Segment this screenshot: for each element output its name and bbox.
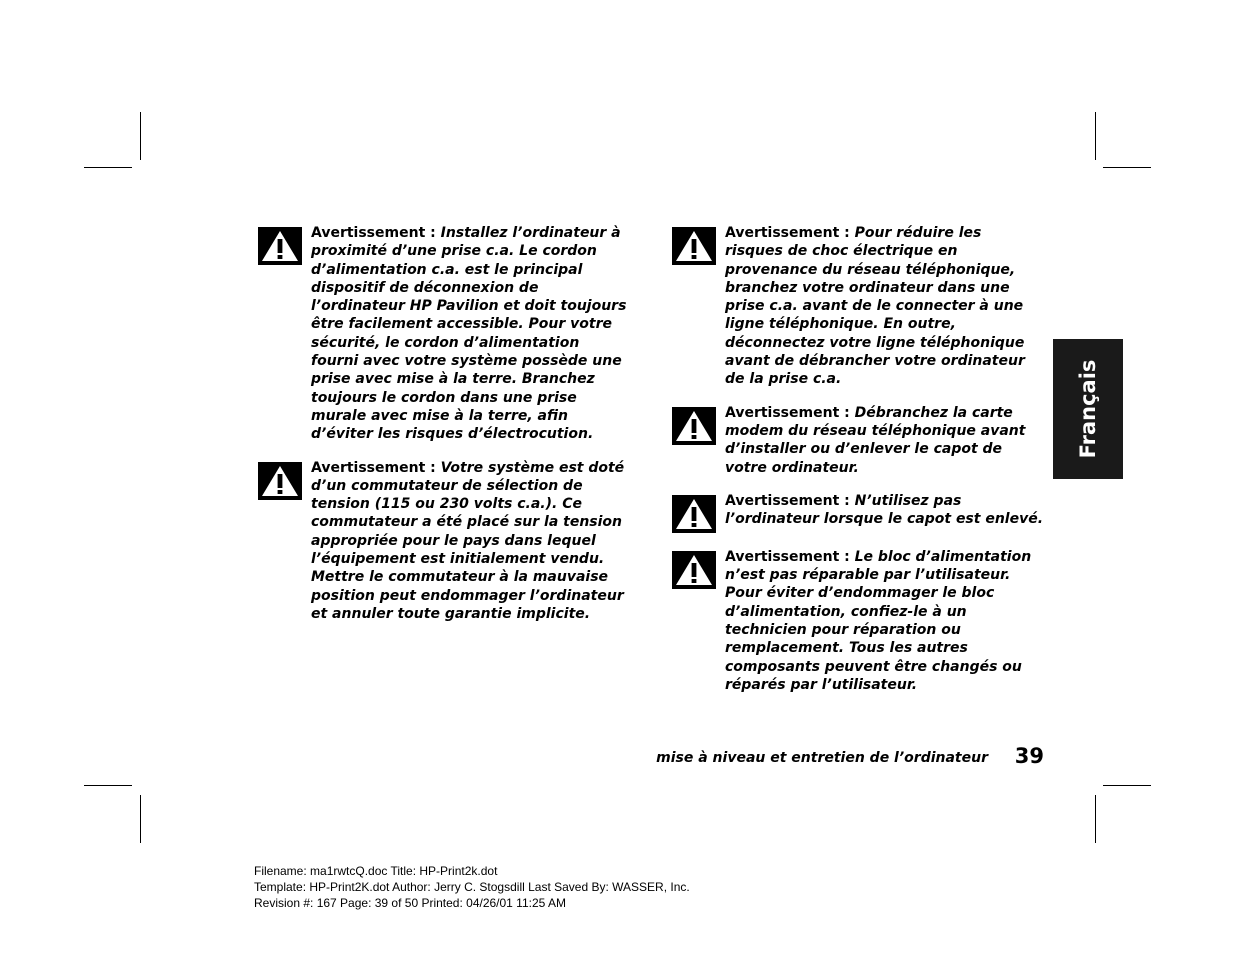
crop-mark	[140, 795, 141, 843]
page-number: 39	[1014, 744, 1044, 768]
warning-block	[672, 548, 1044, 694]
warning-label: Avertissement :	[725, 548, 850, 565]
warning-triangle-icon	[258, 227, 302, 265]
warning-text	[311, 459, 630, 624]
warning-text	[725, 548, 1044, 694]
crop-mark	[1103, 167, 1151, 168]
crop-mark	[1103, 785, 1151, 786]
file-info-line: Revision #: 167 Page: 39 of 50 Printed: 04/26/01 11:25 AM	[254, 896, 566, 910]
footer-section-title: mise à niveau et entretien de l’ordinateur	[656, 750, 988, 766]
crop-mark	[84, 785, 132, 786]
warning-text	[725, 404, 1044, 477]
warning-body: Débranchez la carte modem du réseau téléphonique avant d’installer ou d’enlever le capot de votre ordinateur.	[725, 404, 1026, 476]
file-info-line: Filename: ma1rwtcQ.doc Title: HP-Print2k.dot	[254, 864, 498, 878]
warning-text	[725, 224, 1044, 389]
warning-label: Avertissement :	[725, 225, 850, 241]
crop-mark	[1095, 112, 1096, 160]
warning-block	[672, 492, 1044, 533]
language-side-tab	[1053, 339, 1123, 479]
warning-block	[258, 459, 630, 624]
language-tab-label: Français	[1076, 359, 1100, 459]
warning-body: N’utilisez pas l’ordinateur lorsque le capot est enlevé.	[725, 492, 1044, 528]
warning-triangle-icon	[672, 407, 716, 445]
warning-block	[672, 404, 1044, 477]
warning-block	[672, 224, 1044, 389]
warning-label: Avertissement :	[311, 225, 436, 241]
crop-mark	[140, 112, 141, 160]
warning-body: Votre système est doté d’un commutateur de sélection de tension (115 ou 230 volts c.a.). Ce commutateur a été placé sur la tension appropriée pour le pays dans lequel l’équipement est initialement vendu. Mettre le commutateur à la mauvaise position peut endommager l’ordinateur et annuler toute garantie implicite.	[311, 459, 625, 622]
warning-body: Installez l’ordinateur à proximité d’une prise c.a. Le cordon d’alimentation c.a. est le principal dispositif de déconnexion de l’ordinateur HP Pavilion et doit toujours être facilement accessible. Pour votre sécurité, le cordon d’alimentation fourni avec votre système possède une prise avec mise à la terre. Branchez toujours le cordon dans une prise murale avec mise à la terre, afin d’éviter les risques d’électrocution.	[311, 225, 627, 443]
crop-mark	[84, 167, 132, 168]
warning-label: Avertissement :	[725, 492, 850, 509]
warning-block	[258, 224, 630, 444]
crop-mark	[1095, 795, 1096, 843]
file-info-line: Template: HP-Print2K.dot Author: Jerry C. Stogsdill Last Saved By: WASSER, Inc.	[254, 880, 690, 894]
warning-label: Avertissement :	[311, 459, 436, 476]
file-info-block	[254, 863, 690, 911]
warning-body: Le bloc d’alimentation n’est pas réparable par l’utilisateur. Pour éviter d’endommager le bloc d’alimentation, confiez-le à un technicien pour réparation ou remplacement. Tous les autres composants peuvent être changés ou réparés par l’utilisateur.	[725, 548, 1032, 693]
warning-text	[725, 492, 1044, 529]
warning-triangle-icon	[672, 495, 716, 533]
warning-triangle-icon	[672, 551, 716, 589]
warnings-column-left	[258, 224, 630, 638]
warning-text	[311, 224, 630, 444]
warnings-column-right	[672, 224, 1044, 709]
warning-label: Avertissement :	[725, 404, 850, 421]
warning-body: Pour réduire les risques de choc électrique en provenance du réseau téléphonique, branchez votre ordinateur dans une prise c.a. avant de le connecter à une ligne téléphonique. En outre, déconnectez votre ligne téléphonique avant de débrancher votre ordinateur de la prise c.a.	[725, 225, 1025, 388]
warning-triangle-icon	[258, 462, 302, 500]
warning-triangle-icon	[672, 227, 716, 265]
